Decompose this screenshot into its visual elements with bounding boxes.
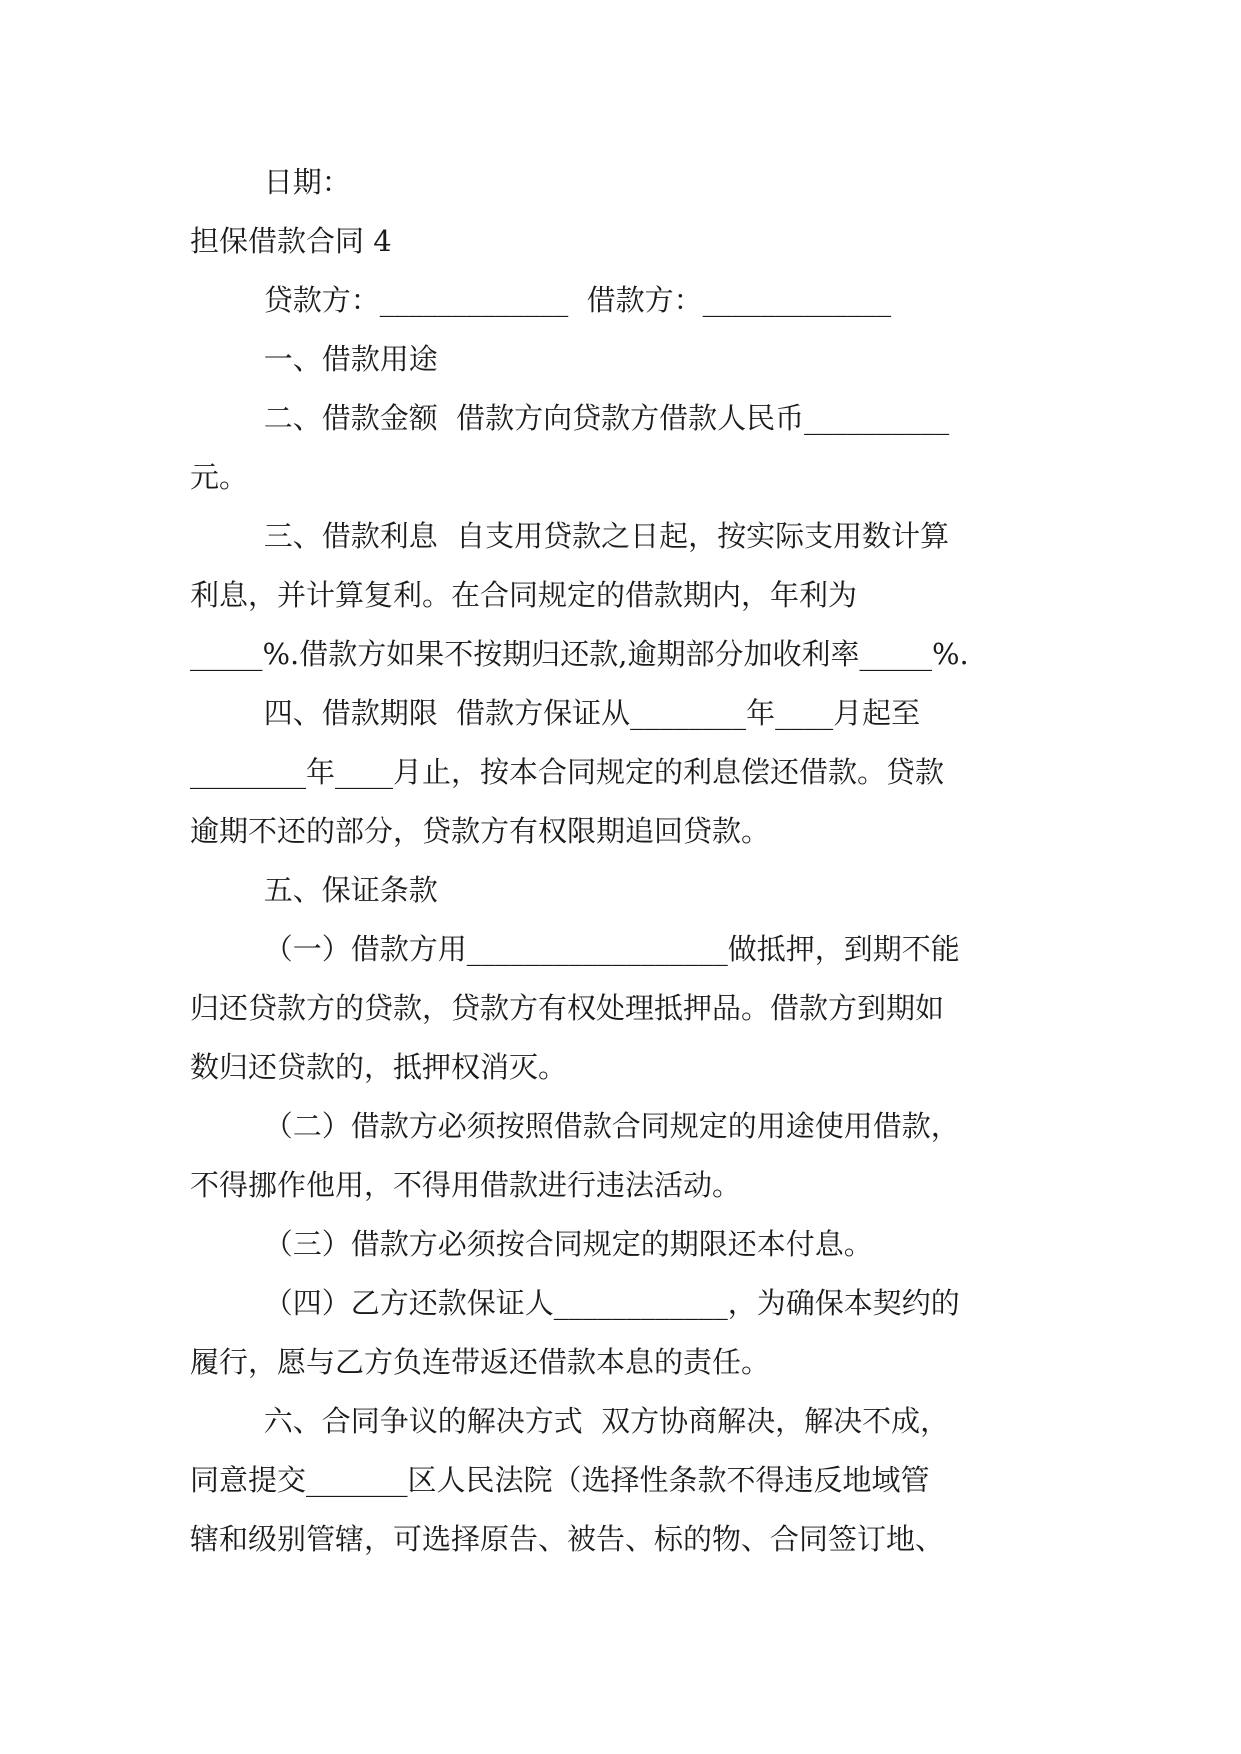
clause-5-1-line-2: 归还贷款方的贷款，贷款方有权处理抵押品。借款方到期如: [190, 991, 945, 1025]
section-3-line-2: 利息，并计算复利。在合同规定的借款期内，年利为: [190, 578, 858, 612]
clause-5-4-line-1: （四）乙方还款保证人____________，为确保本契约的: [190, 1286, 960, 1320]
clause-5-4-line-2: 履行，愿与乙方负连带返还借款本息的责任。: [190, 1345, 771, 1379]
date-label: 日期：: [190, 165, 351, 199]
clause-5-2-line-1: （二）借款方必须按照借款合同规定的用途使用借款，: [190, 1109, 960, 1143]
section-2-line-1: 二、借款金额 借款方向贷款方借款人民币__________: [190, 401, 950, 435]
section-6-line-1: 六、合同争议的解决方式 双方协商解决，解决不成，: [190, 1404, 950, 1438]
clause-5-1-line-1: （一）借款方用__________________做抵押，到期不能: [190, 932, 960, 966]
section-4-line-1: 四、借款期限 借款方保证从________年____月起至: [190, 696, 921, 730]
section-5-heading: 五、保证条款: [190, 873, 438, 907]
parties-line: 贷款方：_____________ 借款方：_____________: [190, 283, 892, 317]
section-6-line-2: 同意提交_______区人民法院（选择性条款不得违反地域管: [190, 1463, 930, 1497]
clause-5-1-line-3: 数归还贷款的，抵押权消灭。: [190, 1050, 568, 1084]
section-3-line-3: _____%.借款方如果不按期归还款,逾期部分加收利率_____%.: [190, 637, 969, 671]
section-6-line-3: 辖和级别管辖，可选择原告、被告、标的物、合同签订地、: [190, 1522, 945, 1556]
section-2-line-2: 元。: [190, 460, 249, 494]
section-3-line-1: 三、借款利息 自支用贷款之日起，按实际支用数计算: [190, 519, 950, 553]
section-1-heading: 一、借款用途: [190, 342, 438, 376]
contract-title: 担保借款合同 4: [190, 224, 392, 258]
section-4-line-2: ________年____月止，按本合同规定的利息偿还借款。贷款: [190, 755, 945, 789]
clause-5-2-line-2: 不得挪作他用，不得用借款进行违法活动。: [190, 1168, 742, 1202]
clause-5-3: （三）借款方必须按合同规定的期限还本付息。: [190, 1227, 873, 1261]
section-4-line-3: 逾期不还的部分，贷款方有权限期追回贷款。: [190, 814, 771, 848]
